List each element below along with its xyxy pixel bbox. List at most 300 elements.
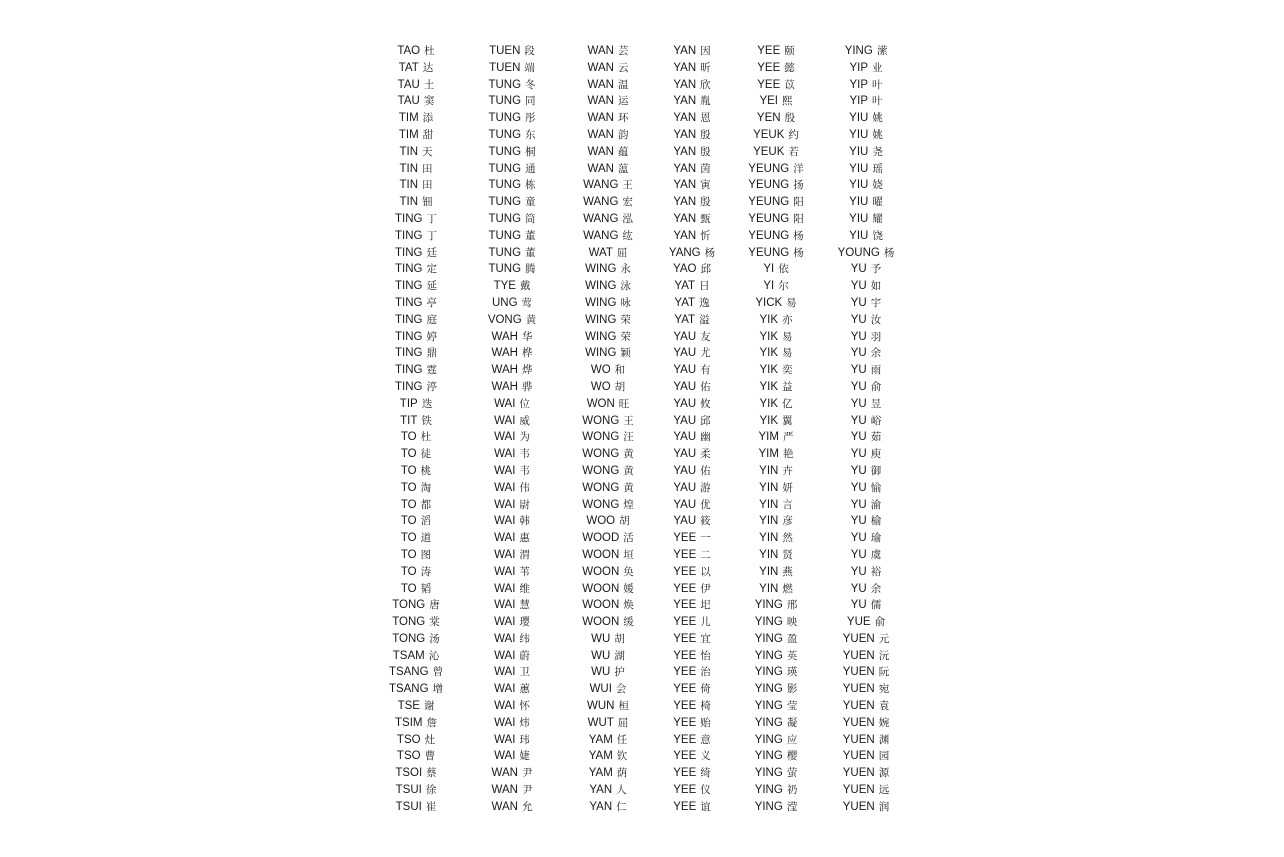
romanization-text: YIM [758,448,779,461]
hanzi-text: 易 [782,347,793,360]
hanzi-text: 阳 [793,196,804,209]
hanzi-text: 王 [623,414,634,427]
hanzi-text: 永 [620,263,631,276]
romanization-text: YAO [673,263,697,276]
romanization-text: YIU [849,229,869,242]
romanization-text: YEE [673,649,697,662]
hanzi-text: 土 [423,78,435,91]
romanization-text: WAN [587,145,614,158]
hanzi-text: 益 [782,380,793,393]
hanzi-text: 余 [870,582,882,595]
hanzi-text: 延 [426,280,437,293]
hanzi-text: 佑 [700,380,711,393]
hanzi-text: 怀 [519,700,530,713]
hanzi-text: 尔 [778,280,789,293]
name-entry [801,379,931,396]
romanization-text: WANG [583,179,619,192]
hanzi-text: 榆 [870,515,882,528]
hanzi-text: 叶 [872,78,883,91]
romanization-text: TING [395,229,423,242]
romanization-text: YING [754,632,783,645]
romanization-text: TSOI [395,767,423,780]
romanization-text: YU [850,313,867,326]
romanization-text: WAI [494,599,516,612]
romanization-text: WON [586,397,615,410]
romanization-text: YEE [673,733,697,746]
hanzi-text: 黄 [623,448,634,461]
romanization-text: TO [400,532,417,545]
hanzi-text: 邢 [786,599,798,612]
hanzi-text: 耀 [872,212,883,225]
romanization-text: WOOD [582,532,620,545]
hanzi-text: 迭 [421,397,433,410]
hanzi-text: 治 [700,666,711,679]
romanization-text: YEE [673,683,697,696]
hanzi-text: 云 [617,61,629,74]
hanzi-text: 会 [615,683,627,696]
romanization-text: WAT [588,246,613,259]
romanization-text: TIN [399,179,419,192]
hanzi-text: 妍 [782,481,793,494]
romanization-text: TONG [392,632,426,645]
romanization-text: YIK [759,347,779,360]
hanzi-text: 阳 [793,212,804,225]
romanization-text: YAT [674,280,696,293]
hanzi-text: 莺 [521,296,533,309]
romanization-text: YEE [757,45,781,57]
hanzi-text: 苇 [519,565,530,578]
hanzi-text: 桦 [521,347,533,360]
romanization-text: YEN [756,112,781,125]
romanization-text: TSUI [395,784,422,797]
romanization-text: YEE [673,582,697,595]
hanzi-text: 羽 [870,330,882,343]
hanzi-text: 瑛 [786,666,798,679]
hanzi-text: 凝 [786,716,798,729]
romanization-text: YAN [673,95,697,108]
hanzi-text: 杜 [424,45,435,57]
hanzi-text: 倚 [700,683,711,696]
romanization-text: YUEN [842,700,875,713]
romanization-text: YAU [673,448,697,461]
hanzi-text: 蔚 [519,649,530,662]
romanization-text: WAI [494,414,516,427]
hanzi-text: 霆 [426,364,437,377]
hanzi-text: 邱 [700,414,711,427]
hanzi-text: 阮 [878,666,890,679]
romanization-text: WING [585,263,617,276]
romanization-text: TO [400,481,417,494]
romanization-text: WOON [582,616,620,629]
hanzi-text: 焕 [623,599,634,612]
hanzi-text: 都 [420,498,432,511]
romanization-text: WAI [494,616,516,629]
hanzi-text: 谊 [700,800,711,813]
hanzi-text: 义 [700,750,711,763]
romanization-text: YAN [673,45,697,57]
hanzi-text: 依 [778,263,789,276]
hanzi-text: 玮 [519,733,530,746]
hanzi-text: 尉 [519,498,530,511]
hanzi-text: 逸 [699,296,710,309]
romanization-text: TUNG [488,128,522,141]
romanization-text: YING [844,45,873,57]
hanzi-text: 佑 [700,464,711,477]
hanzi-text: 寅 [700,179,711,192]
hanzi-text: 荣 [620,313,631,326]
romanization-text: WAH [491,380,518,393]
name-entry [801,782,931,799]
hanzi-text: 殷 [700,128,711,141]
hanzi-text: 炜 [519,716,530,729]
romanization-text: YING [754,767,783,780]
hanzi-text: 宛 [878,683,890,696]
romanization-text: YIK [759,414,779,427]
romanization-text: YIN [759,565,779,578]
hanzi-text: 韩 [519,515,530,528]
hanzi-text: 昕 [700,61,711,74]
hanzi-text: 位 [519,397,530,410]
hanzi-text: 奂 [623,565,634,578]
hanzi-text: 约 [788,128,799,141]
hanzi-text: 愉 [870,481,882,494]
romanization-text: TSE [397,700,420,713]
romanization-text: YIN [759,464,779,477]
hanzi-text: 儿 [700,616,711,629]
hanzi-text: 曜 [872,196,883,209]
hanzi-text: 淘 [420,481,432,494]
romanization-text: YEUNG [748,229,790,242]
romanization-text: YOUNG [837,246,880,259]
hanzi-text: 翼 [782,414,793,427]
romanization-text: YUE [846,616,871,629]
romanization-text: YEE [673,666,697,679]
romanization-text: YEE [673,784,697,797]
hanzi-text: 韦 [519,448,530,461]
hanzi-text: 泓 [622,212,633,225]
romanization-text: YIN [759,515,779,528]
romanization-text: TAU [397,78,420,91]
hanzi-text: 徐 [425,784,437,797]
hanzi-text: 筒 [525,212,536,225]
hanzi-text: 姚 [872,112,883,125]
hanzi-text: 蕰 [617,162,629,175]
table-column-6 [801,43,931,816]
name-entry [801,295,931,312]
romanization-text: YEUK [753,128,785,141]
romanization-text: WAN [587,128,614,141]
hanzi-text: 东 [525,128,536,141]
hanzi-text: 怡 [700,649,711,662]
romanization-text: TIN [399,145,419,158]
hanzi-text: 屈 [616,246,628,259]
romanization-text: YEE [757,61,781,74]
hanzi-text: 懿 [784,61,795,74]
hanzi-text: 童 [525,196,536,209]
hanzi-text: 殷 [700,196,711,209]
romanization-text: YU [850,296,867,309]
romanization-text: YAU [673,380,697,393]
hanzi-text: 婕 [519,750,530,763]
hanzi-text: 渝 [870,498,882,511]
name-entry [801,144,931,161]
romanization-text: TUNG [488,95,522,108]
romanization-text: YAM [588,733,613,746]
hanzi-text: 桐 [525,145,536,158]
romanization-text: TING [395,380,423,393]
name-entry [801,530,931,547]
romanization-text: WAN [491,767,518,780]
romanization-text: WAI [494,733,516,746]
hanzi-text: 任 [616,733,628,746]
romanization-text: YU [850,330,867,343]
hanzi-text: 荫 [616,767,628,780]
hanzi-text: 御 [870,464,882,477]
hanzi-text: 慧 [519,599,530,612]
romanization-text: TUNG [488,212,522,225]
hanzi-text: 然 [782,532,793,545]
romanization-text: YU [850,431,867,444]
hanzi-text: 幽 [700,431,711,444]
hanzi-text: 鼎 [426,347,437,360]
romanization-text: TIM [398,112,419,125]
hanzi-text: 洋 [793,162,804,175]
hanzi-text: 裕 [870,565,882,578]
romanization-text: TIP [399,397,418,410]
romanization-text: WAI [494,666,516,679]
romanization-text: YING [754,649,783,662]
hanzi-text: 桃 [420,464,432,477]
romanization-text: YU [850,481,867,494]
name-entry [801,261,931,278]
romanization-text: WUN [587,700,615,713]
romanization-text: TO [400,548,417,561]
name-entry [801,799,931,816]
hanzi-text: 友 [700,330,711,343]
romanization-text: YEUNG [748,212,790,225]
hanzi-text: 叶 [872,95,883,108]
hanzi-text: 杨 [883,246,895,259]
hanzi-text: 段 [524,45,535,57]
romanization-text: WAH [491,364,518,377]
hanzi-text: 董 [525,246,536,259]
romanization-text: YUEN [842,632,875,645]
hanzi-text: 胤 [700,95,711,108]
hanzi-text: 尧 [872,145,883,158]
romanization-text: WAN [587,162,614,175]
romanization-text: WU [591,632,611,645]
romanization-text: WAI [494,548,516,561]
name-entry [801,715,931,732]
romanization-text: YEI [759,95,779,108]
hanzi-text: 亭 [426,296,437,309]
hanzi-text: 颖 [620,347,631,360]
romanization-text: YIM [758,431,779,444]
romanization-text: YIU [849,128,869,141]
hanzi-text: 芸 [617,45,629,57]
hanzi-text: 尤 [700,347,711,360]
name-entry [801,564,931,581]
romanization-text: WONG [582,498,620,511]
hanzi-text: 护 [614,666,625,679]
hanzi-text: 邱 [700,263,711,276]
hanzi-text: 元 [878,632,890,645]
hanzi-text: 宇 [870,296,882,309]
hanzi-text: 苡 [784,78,795,91]
romanization-text: WAH [491,330,518,343]
hanzi-text: 燕 [782,565,793,578]
hanzi-text: 活 [623,532,634,545]
romanization-text: YING [754,616,783,629]
name-entry [801,413,931,430]
romanization-text: YAT [674,296,696,309]
hanzi-text: 渊 [878,733,890,746]
romanization-text: YING [754,599,783,612]
romanization-text: YEUNG [748,246,790,259]
romanization-text: YU [850,548,867,561]
name-entry [801,463,931,480]
romanization-text: WONG [582,431,620,444]
hanzi-text: 雨 [870,364,882,377]
hanzi-text: 燃 [782,582,793,595]
romanization-text: WANG [583,229,619,242]
name-entry [801,597,931,614]
romanization-text: YAN [673,112,697,125]
romanization-text: YIN [759,548,779,561]
hanzi-text: 端 [524,61,535,74]
romanization-text: YEE [673,700,697,713]
romanization-text: WING [585,280,617,293]
romanization-text: WU [591,649,611,662]
hanzi-text: 以 [700,565,711,578]
hanzi-text: 贤 [782,548,793,561]
romanization-text: TING [395,212,423,225]
romanization-text: WAI [494,532,516,545]
romanization-text: YAN [673,61,697,74]
hanzi-text: 达 [422,61,434,74]
romanization-text: WONG [582,414,620,427]
hanzi-text: 亦 [782,313,793,326]
romanization-text: YU [850,347,867,360]
romanization-text: YAU [673,464,697,477]
hanzi-text: 黄 [623,464,634,477]
romanization-text: TSAM [392,649,425,662]
romanization-text: YEE [673,716,697,729]
name-entry [801,194,931,211]
romanization-text: TUNG [488,263,522,276]
hanzi-text: 环 [617,112,629,125]
romanization-text: TUEN [489,45,521,57]
romanization-text: YIN [759,532,779,545]
hanzi-text: 宏 [622,196,633,209]
hanzi-text: 殷 [784,112,796,125]
romanization-text: YU [850,464,867,477]
hanzi-text: 沅 [878,649,890,662]
romanization-text: WONG [582,464,620,477]
romanization-text: YIU [849,162,869,175]
romanization-text: WAI [494,683,516,696]
romanization-text: YEE [673,767,697,780]
name-entry [801,480,931,497]
hanzi-text: 潆 [876,45,888,57]
romanization-text: YEUNG [748,162,790,175]
hanzi-text: 桓 [618,700,629,713]
name-entry [801,513,931,530]
romanization-text: TO [400,464,417,477]
romanization-text: TING [395,280,423,293]
hanzi-text: 贻 [700,716,711,729]
romanization-text: YING [754,750,783,763]
hanzi-text: 映 [786,616,798,629]
name-entry [801,614,931,631]
romanization-text: YIU [849,145,869,158]
romanization-text: TSO [396,750,421,763]
hanzi-text: 峪 [870,414,882,427]
romanization-text: TYE [493,280,516,293]
romanization-text: WANG [583,196,619,209]
romanization-text: TING [395,364,423,377]
romanization-text: YU [850,280,867,293]
hanzi-text: 游 [700,481,711,494]
romanization-text: YAM [588,767,613,780]
romanization-text: YIK [759,364,779,377]
hanzi-text: 维 [519,582,530,595]
romanization-text: YING [754,683,783,696]
name-entry [801,161,931,178]
hanzi-text: 惠 [519,532,530,545]
name-entry [801,177,931,194]
hanzi-text: 茵 [700,162,711,175]
romanization-text: WAI [494,750,516,763]
hanzi-text: 渟 [426,380,437,393]
romanization-text: YEE [673,548,697,561]
hanzi-text: 纬 [519,632,530,645]
hanzi-text: 仁 [616,800,627,813]
romanization-text: YU [850,414,867,427]
name-entry [801,211,931,228]
romanization-text: YING [754,666,783,679]
hanzi-text: 二 [700,548,711,561]
romanization-text: YIK [759,380,779,393]
hanzi-text: 意 [700,733,711,746]
hanzi-text: 冬 [525,78,536,91]
romanization-text: VONG [487,313,522,326]
hanzi-text: 钦 [616,750,628,763]
romanization-text: YEE [673,616,697,629]
romanization-text: WAI [494,649,516,662]
hanzi-text: 黄 [525,313,537,326]
romanization-text: YIU [849,196,869,209]
name-entry [801,329,931,346]
hanzi-text: 伟 [519,481,530,494]
name-entry [801,581,931,598]
romanization-text: YAU [673,330,697,343]
romanization-text: TO [400,498,417,511]
romanization-text: YING [754,716,783,729]
romanization-text: TSANG [388,666,429,679]
hanzi-text: 曾 [432,666,444,679]
romanization-text: WO [590,380,611,393]
romanization-text: YAN [673,229,697,242]
romanization-text: YU [850,380,867,393]
romanization-text: YI [763,263,775,276]
hanzi-text: 言 [782,498,793,511]
romanization-text: YU [850,515,867,528]
romanization-text: WOON [582,582,620,595]
hanzi-text: 忻 [700,229,711,242]
romanization-text: TO [400,515,417,528]
hanzi-text: 蕙 [519,683,530,696]
